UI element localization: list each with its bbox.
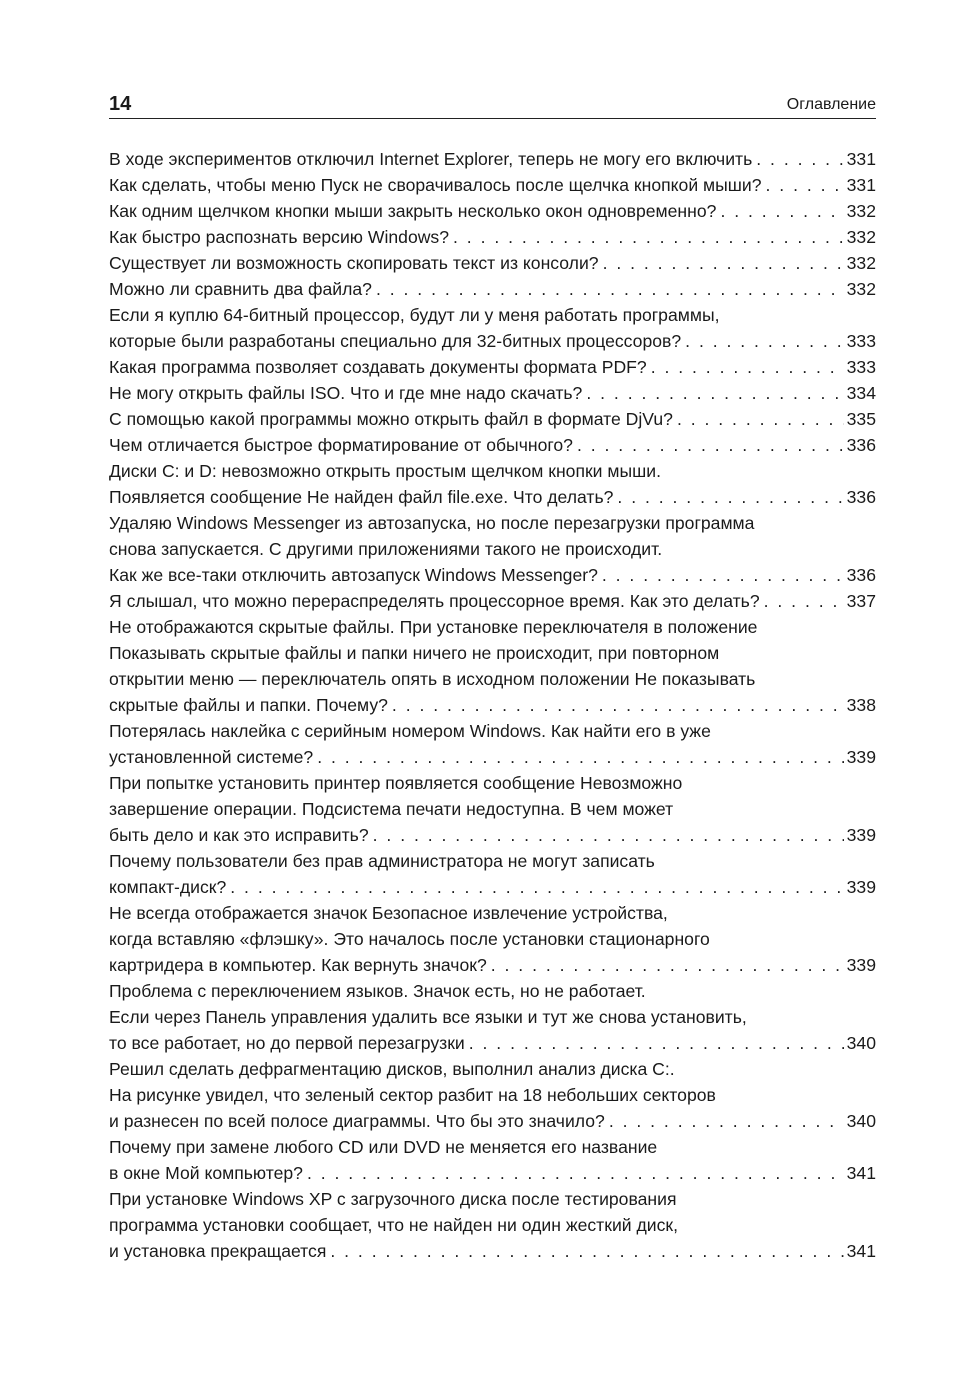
toc-entry-text: которые были разработаны специально для 32-битных процессоров?: [109, 331, 682, 351]
dot-leader: [605, 1108, 844, 1134]
toc-entry-last-line: [109, 952, 876, 978]
toc-entry: [109, 172, 876, 198]
toc-entry-text: В ходе экспериментов отключил Internet Explorer, теперь не могу его включить: [109, 149, 753, 169]
toc-entry-text: Можно ли сравнить два файла?: [109, 279, 372, 299]
toc-entry-last-line: [109, 562, 876, 588]
toc-page-number: 332: [846, 227, 876, 247]
toc-entry: [109, 588, 876, 614]
toc-entry: [109, 1134, 876, 1186]
toc-entry-last-line: [109, 1238, 876, 1264]
toc-page-number: 334: [846, 383, 876, 403]
page-number: 14: [109, 93, 132, 115]
toc-entry-line: Почему при замене любого CD или DVD не меняется его название: [109, 1137, 658, 1157]
toc-entry: [109, 146, 876, 172]
toc-entry: [109, 406, 876, 432]
toc-entry-line: Если я куплю 64-битный процессор, будут ли у меня работать программы,: [109, 305, 720, 325]
toc-page-number: 336: [846, 565, 876, 585]
toc-entry-line: Потерялась наклейка с серийным номером Windows. Как найти его в уже: [109, 721, 711, 741]
toc-entry: [109, 224, 876, 250]
toc-entry-last-line: [109, 874, 876, 900]
dot-leader: [613, 484, 844, 510]
dot-leader: [326, 1238, 844, 1264]
toc-entry-text: Существует ли возможность скопировать текст из консоли?: [109, 253, 599, 273]
toc-entry-line: Не всегда отображается значок Безопасное извлечение устройства,: [109, 903, 668, 923]
toc-entry: [109, 302, 876, 354]
toc-entry-line: Показывать скрытые файлы и папки ничего не происходит, при повторном: [109, 643, 720, 663]
toc-entry: [109, 1186, 876, 1264]
toc-entry-last-line: [109, 1160, 876, 1186]
toc-page-number: 339: [846, 747, 876, 767]
dot-leader: [573, 432, 844, 458]
toc-entry: [109, 198, 876, 224]
toc-entry-last-line: [109, 406, 876, 432]
toc-entry-last-line: [109, 328, 876, 354]
toc-entry: [109, 380, 876, 406]
toc-entry: [109, 770, 876, 848]
toc-entry: [109, 848, 876, 900]
toc-entry-last-line: [109, 1030, 876, 1056]
toc-entry-line: Диски C: и D: невозможно открыть простым щелчком кнопки мыши.: [109, 461, 661, 481]
toc-entry-line: При установке Windows XP с загрузочного диска после тестирования: [109, 1189, 677, 1209]
toc-entry: [109, 614, 876, 718]
toc-entry-line: На рисунке увидел, что зеленый сектор разбит на 18 небольших секторов: [109, 1085, 716, 1105]
toc-entry-last-line: [109, 172, 876, 198]
toc-page-number: 333: [846, 331, 876, 351]
toc-entry-last-line: [109, 146, 876, 172]
toc-entry-text: Какая программа позволяет создавать документы формата PDF?: [109, 357, 647, 377]
toc-page-number: 341: [846, 1241, 876, 1261]
toc-entry: [109, 718, 876, 770]
dot-leader: [647, 354, 844, 380]
dot-leader: [465, 1030, 844, 1056]
toc-entry: [109, 900, 876, 978]
page-header: [109, 92, 876, 119]
toc-page-number: 336: [846, 435, 876, 455]
toc-entry-line: Проблема с переключением языков. Значок есть, но не работает.: [109, 981, 646, 1001]
toc-entry-line: завершение операции. Подсистема печати недоступна. В чем может: [109, 799, 674, 819]
dot-leader: [313, 744, 844, 770]
section-title: Оглавление: [786, 96, 876, 113]
toc-entry-last-line: [109, 198, 876, 224]
dot-leader: [582, 380, 844, 406]
toc-entry-last-line: [109, 224, 876, 250]
toc-entry-line: Решил сделать дефрагментацию дисков, выполнил анализ диска C:.: [109, 1059, 675, 1079]
toc-entry-last-line: [109, 744, 876, 770]
toc-entry: [109, 250, 876, 276]
dot-leader: [226, 874, 844, 900]
toc-entry-last-line: [109, 484, 876, 510]
toc-page-number: 341: [846, 1163, 876, 1183]
toc-entry: [109, 276, 876, 302]
toc-entry-line: программа установки сообщает, что не найден ни один жесткий диск,: [109, 1215, 678, 1235]
dot-leader: [752, 146, 844, 172]
toc-page-number: 339: [846, 825, 876, 845]
toc-page-number: 339: [846, 955, 876, 975]
toc-entry-last-line: [109, 588, 876, 614]
toc-page-number: 336: [846, 487, 876, 507]
toc-page-number: 335: [846, 409, 876, 429]
toc-entry: [109, 432, 876, 458]
toc-entry: [109, 354, 876, 380]
toc-entry: [109, 458, 876, 510]
dot-leader: [760, 588, 844, 614]
toc-page-number: 332: [846, 201, 876, 221]
toc-entry-last-line: [109, 276, 876, 302]
toc-entry-text: С помощью какой программы можно открыть файл в формате DjVu?: [109, 409, 673, 429]
toc-entry-last-line: [109, 692, 876, 718]
toc-entry-text: Чем отличается быстрое форматирование от обычного?: [109, 435, 573, 455]
dot-leader: [673, 406, 844, 432]
toc-entry-text: быть дело и как это исправить?: [109, 825, 369, 845]
dot-leader: [449, 224, 844, 250]
toc-entry-text: компакт-диск?: [109, 877, 227, 897]
toc-page-number: 338: [846, 695, 876, 715]
toc-entry-text: Как быстро распознать версию Windows?: [109, 227, 450, 247]
dot-leader: [762, 172, 844, 198]
toc-entry-text: то все работает, но до первой перезагрузки: [109, 1033, 465, 1053]
toc-entry-last-line: [109, 1108, 876, 1134]
dot-leader: [369, 822, 844, 848]
toc-page-number: 333: [846, 357, 876, 377]
toc-entry-text: Как одним щелчком кнопки мыши закрыть несколько окон одновременно?: [109, 201, 717, 221]
dot-leader: [303, 1160, 844, 1186]
toc-entry-text: Не могу открыть файлы ISO. Что и где мне надо скачать?: [109, 383, 583, 403]
toc-entry-text: Как сделать, чтобы меню Пуск не сворачивалось после щелчка кнопкой мыши?: [109, 175, 762, 195]
toc-entry-last-line: [109, 822, 876, 848]
toc-entry-text: Я слышал, что можно перераспределять процессорное время. Как это делать?: [109, 591, 760, 611]
toc-page-number: 332: [846, 253, 876, 273]
toc-entry-text: Появляется сообщение Не найден файл file.exe. Что делать?: [109, 487, 614, 507]
dot-leader: [681, 328, 844, 354]
toc-page-number: 332: [846, 279, 876, 299]
dot-leader: [487, 952, 844, 978]
toc-entry-line: Если через Панель управления удалить все языки и тут же снова установить,: [109, 1007, 747, 1027]
toc-page-number: 331: [846, 149, 876, 169]
toc-entry: [109, 978, 876, 1056]
toc-page-number: 331: [846, 175, 876, 195]
toc-entry-last-line: [109, 380, 876, 406]
toc-page-number: 337: [846, 591, 876, 611]
toc-entry-text: установленной системе?: [109, 747, 314, 767]
table-of-contents: [109, 146, 876, 1264]
toc-entry-line: При попытке установить принтер появляется сообщение Невозможно: [109, 773, 683, 793]
toc-entry-line: когда вставляю «флэшку». Это началось после установки стационарного: [109, 929, 710, 949]
dot-leader: [372, 276, 844, 302]
toc-entry-line: открытии меню — переключатель опять в исходном положении Не показывать: [109, 669, 756, 689]
toc-entry-text: и установка прекращается: [109, 1241, 327, 1261]
toc-entry-text: скрытые файлы и папки. Почему?: [109, 695, 388, 715]
dot-leader: [716, 198, 844, 224]
dot-leader: [388, 692, 844, 718]
toc-entry-last-line: [109, 354, 876, 380]
toc-entry: [109, 510, 876, 588]
dot-leader: [599, 250, 844, 276]
toc-entry-text: картридера в компьютер. Как вернуть значок?: [109, 955, 487, 975]
toc-entry-last-line: [109, 432, 876, 458]
toc-page-number: 340: [846, 1111, 876, 1131]
toc-page-number: 340: [846, 1033, 876, 1053]
toc-entry-line: Удаляю Windows Messenger из автозапуска, но после перезагрузки программа: [109, 513, 755, 533]
toc-entry-text: в окне Мой компьютер?: [109, 1163, 303, 1183]
toc-entry-line: снова запускается. С другими приложениями такого не происходит.: [109, 539, 663, 559]
toc-entry: [109, 1056, 876, 1134]
toc-entry-text: Как же все-таки отключить автозапуск Windows Messenger?: [109, 565, 598, 585]
toc-entry-text: и разнесен по всей полосе диаграммы. Что бы это значило?: [109, 1111, 605, 1131]
toc-entry-line: Не отображаются скрытые файлы. При установке переключателя в положение: [109, 617, 758, 637]
toc-page-number: 339: [846, 877, 876, 897]
toc-entry-last-line: [109, 250, 876, 276]
dot-leader: [598, 562, 844, 588]
toc-entry-line: Почему пользователи без прав администратора не могут записать: [109, 851, 655, 871]
